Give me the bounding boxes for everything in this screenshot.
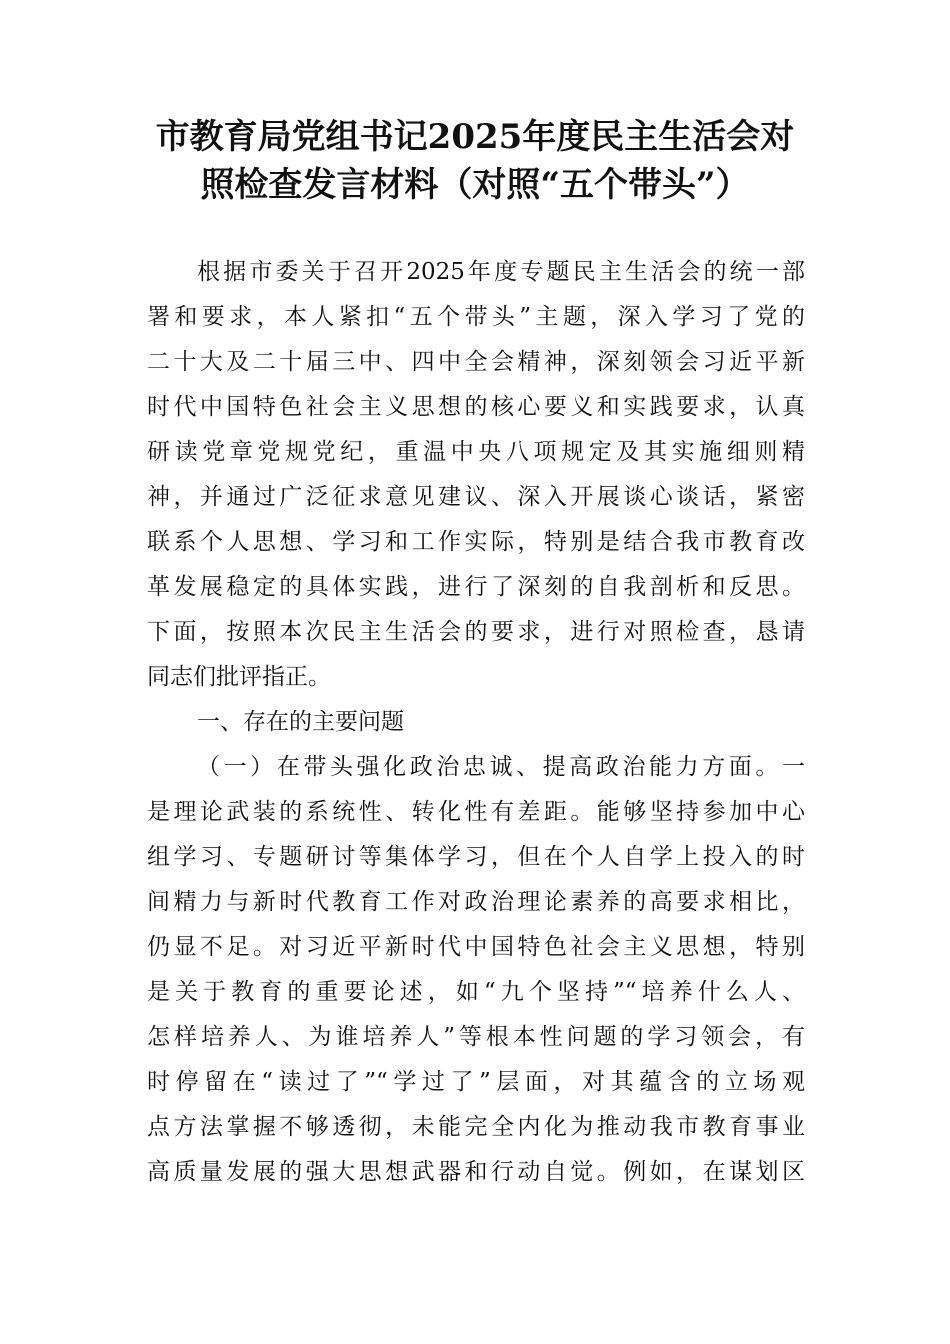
paragraph-line: 联系个人思想、学习和工作实际，特别是结合我市教育改	[147, 529, 805, 555]
paragraph-line: 神，并通过广泛征求意见建议、深入开展谈心谈话，紧密	[147, 484, 805, 510]
paragraph-line: 二十大及二十届三中、四中全会精神，深刻领会习近平新	[147, 349, 805, 375]
paragraph-line: 时停留在“读过了”“学过了”层面，对其蕴含的立场观	[147, 1069, 805, 1095]
paragraph-line: 根据市委关于召开2025年度专题民主生活会的统一部	[197, 259, 805, 285]
paragraph-line: 是理论武装的系统性、转化性有差距。能够坚持参加中心	[147, 799, 805, 825]
document-title-line-1: 市教育局党组书记2025年度民主生活会对	[155, 117, 795, 157]
document-title-line-2: 照检查发言材料（对照“五个带头”）	[200, 165, 750, 205]
paragraph-line: 组学习、专题研讨等集体学习，但在个人自学上投入的时	[147, 844, 805, 870]
document-body	[147, 250, 805, 1195]
paragraph-line: 间精力与新时代教育工作对政治理论素养的高要求相比，	[147, 889, 805, 915]
subsection-first-line	[147, 745, 805, 790]
paragraph-line: 下面，按照本次民主生活会的要求，进行对照检查，恳请	[147, 619, 805, 645]
paragraph-line: 署和要求，本人紧扣“五个带头”主题，深入学习了党的	[147, 304, 805, 330]
paragraph-line: 时代中国特色社会主义思想的核心要义和实践要求，认真	[147, 394, 805, 420]
subsection-heading: （一）在带头强化政治忠诚、提高政治能力方面。	[197, 754, 782, 780]
paragraph-line: 研读党章党规党纪，重温中央八项规定及其实施细则精	[147, 439, 805, 465]
paragraph-line: 仍显不足。对习近平新时代中国特色社会主义思想，特别	[147, 934, 805, 960]
section-heading: 一、存在的主要问题	[197, 709, 404, 735]
paragraph-line: 是关于教育的重要论述，如“九个坚持”“培养什么人、	[147, 979, 805, 1005]
paragraph-line: 高质量发展的强大思想武器和行动自觉。例如，在谋划区	[147, 1159, 805, 1185]
paragraph-line: 怎样培养人、为谁培养人”等根本性问题的学习领会，有	[147, 1024, 805, 1050]
paragraph-line: 点方法掌握不够透彻，未能完全内化为推动我市教育事业	[147, 1114, 805, 1140]
paragraph-line: 革发展稳定的具体实践，进行了深刻的自我剖析和反思。	[147, 574, 805, 600]
paragraph-line: 同志们批评指正。	[147, 664, 331, 690]
paragraph-text: 一	[782, 754, 805, 780]
